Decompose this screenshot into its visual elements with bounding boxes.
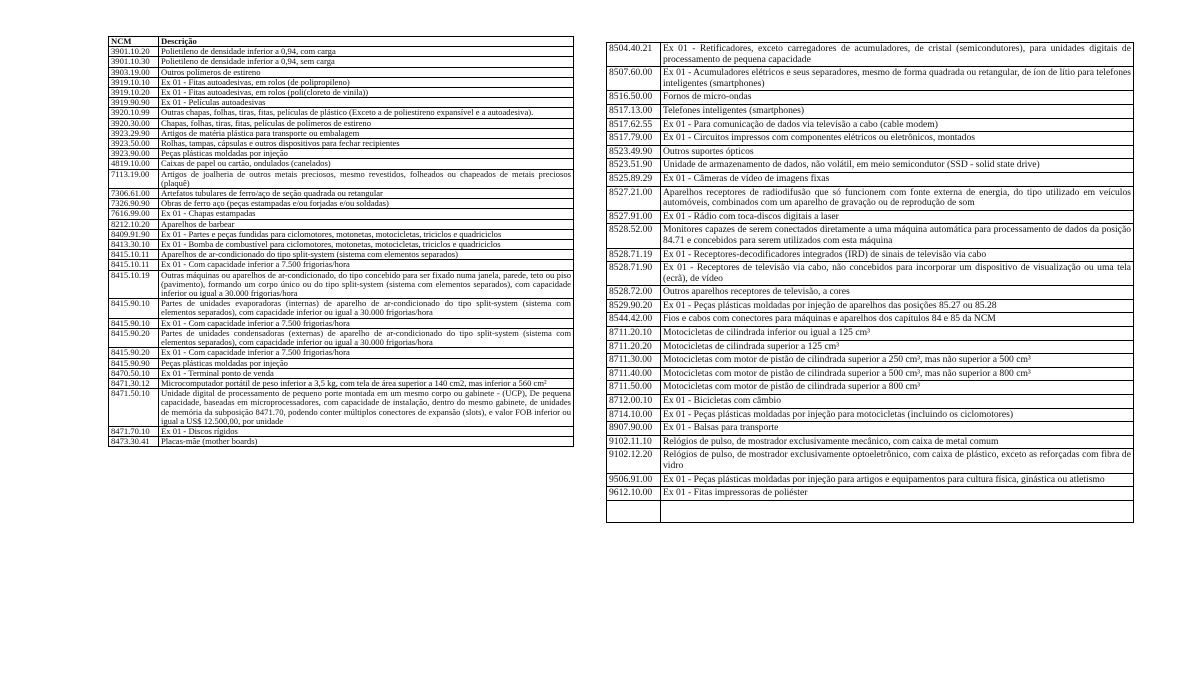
ncm-description: Ex 01 - Fitas autoadesivas, em rolos (poli(cloreto de vinila))	[159, 88, 574, 98]
table-row	[109, 199, 574, 209]
ncm-description: Peças plásticas moldadas por injeção	[159, 149, 574, 159]
table-row	[109, 260, 574, 270]
ncm-description: Ex 01 - Circuitos impressos com componentes elétricos ou eletrônicos, montados	[661, 132, 1134, 146]
ncm-code: 8409.91.90	[109, 229, 159, 239]
table-row	[607, 286, 1134, 300]
table-row	[109, 348, 574, 358]
table-row	[109, 240, 574, 250]
ncm-description: Telefones inteligentes (smartphones)	[661, 104, 1134, 118]
table-row	[607, 381, 1134, 395]
ncm-description: Obras de ferro aço (peças estampadas e/ou forjadas e/ou soldadas)	[159, 199, 574, 209]
ncm-description: Ex 01 - Receptores de televisão via cabo, não concebidos para incorporar um dispositivo de visualização ou uma tela (ecrã), de vídeo	[661, 262, 1134, 286]
ncm-description: Polietileno de densidade inferior a 0,94, com carga	[159, 47, 574, 57]
table-row	[607, 473, 1134, 487]
ncm-code: 9102.12.20	[607, 449, 661, 473]
ncm-code: 8471.50.10	[109, 389, 159, 427]
ncm-code: 7616.99.00	[109, 209, 159, 219]
table-row	[109, 250, 574, 260]
ncm-code: 8714.10.00	[607, 408, 661, 422]
ncm-description: Outras máquinas ou aparelhos de ar-condicionado, do tipo concebido para ser fixado numa janela, parede, teto ou piso (pavimento), formando um corpo único ou do tipo split-system (sistema com elementos separados), com capacidade inferior ou igual a 30.000 frigorias/hora	[159, 270, 574, 299]
ncm-description: Ex 01 - Terminal ponto de venda	[159, 368, 574, 378]
table-row	[109, 270, 574, 299]
table-row	[109, 299, 574, 318]
ncm-description: Unidade de armazenamento de dados, não volátil, em meio semicondutor (SSD - solid state drive)	[661, 159, 1134, 173]
table-row	[109, 88, 574, 98]
ncm-code: 3923.50.00	[109, 139, 159, 149]
table-row	[607, 354, 1134, 368]
ncm-description: Peças plásticas moldadas por injeção	[159, 358, 574, 368]
ncm-code: 8907.90.00	[607, 422, 661, 436]
ncm-code: 8415.10.19	[109, 270, 159, 299]
ncm-description: Ex 01 - Peças plásticas moldadas por injeção para motocicletas (incluindo os ciclomotores)	[661, 408, 1134, 422]
ncm-description: Placas-mãe (mother boards)	[159, 437, 574, 447]
ncm-description: Ex 01 - Chapas estampadas	[159, 209, 574, 219]
table-row	[607, 408, 1134, 422]
ncm-description: Aparelhos de ar-condicionado do tipo split-system (sistema com elementos separados)	[159, 250, 574, 260]
ncm-description: Ex 01 - Receptores-decodificadores integrados (IRD) de sinais de televisão via cabo	[661, 248, 1134, 262]
table-row	[109, 219, 574, 229]
ncm-code: 8528.52.00	[607, 224, 661, 248]
table-row	[109, 358, 574, 368]
ncm-code: 3901.10.20	[109, 47, 159, 57]
table-row	[109, 368, 574, 378]
table-row	[109, 47, 574, 57]
ncm-description	[661, 500, 1134, 522]
table-row	[109, 77, 574, 87]
header-ncm: NCM	[109, 37, 159, 47]
ncm-code: 8523.49.90	[607, 145, 661, 159]
ncm-code: 7113.19.00	[109, 169, 159, 188]
ncm-description: Motocicletas com motor de pistão de cilindrada superior a 800 cm³	[661, 381, 1134, 395]
ncm-code: 8712.00.10	[607, 395, 661, 409]
ncm-code: 8415.10.11	[109, 250, 159, 260]
table-row	[109, 98, 574, 108]
ncm-code: 8528.71.19	[607, 248, 661, 262]
ncm-description: Ex 01 - Balsas para transporte	[661, 422, 1134, 436]
ncm-description: Ex 01 - Fitas impressoras de poliéster	[661, 487, 1134, 501]
ncm-table-right	[606, 42, 1134, 523]
table-row	[109, 389, 574, 427]
ncm-code: 7306.61.00	[109, 189, 159, 199]
ncm-description: Motocicletas de cilindrada superior a 125 cm³	[661, 340, 1134, 354]
ncm-code: 8473.30.41	[109, 437, 159, 447]
table-row	[109, 118, 574, 128]
ncm-description: Motocicletas com motor de pistão de cilindrada superior a 500 cm³, mas não superior a 800 cm³	[661, 367, 1134, 381]
ncm-code: 8517.79.00	[607, 132, 661, 146]
table-row	[607, 210, 1134, 224]
ncm-code: 8529.90.20	[607, 299, 661, 313]
table-row	[607, 327, 1134, 341]
ncm-description: Caixas de papel ou cartão, ondulados (canelados)	[159, 159, 574, 169]
ncm-description: Ex 01 - Peças plásticas moldadas por injeção para artigos e equipamentos para cultura física, ginástica ou atletismo	[661, 473, 1134, 487]
ncm-code: 8415.90.20	[109, 328, 159, 347]
table-row	[607, 340, 1134, 354]
table-row	[109, 159, 574, 169]
table-row	[607, 91, 1134, 105]
table-row	[607, 224, 1134, 248]
ncm-code: 8504.40.21	[607, 43, 661, 67]
ncm-description: Partes de unidades condensadoras (externas) de aparelho de ar-condicionado do tipo split-system (sistema com elementos separados), com capacidade inferior ou igual a 30.000 frigorias/hora	[159, 328, 574, 347]
ncm-code: 8525.89.29	[607, 172, 661, 186]
ncm-description: Artigos de matéria plástica para transporte ou embalagem	[159, 128, 574, 138]
ncm-code: 3923.29.90	[109, 128, 159, 138]
table-row	[109, 67, 574, 77]
ncm-code: 8544.42.00	[607, 313, 661, 327]
ncm-description: Polietileno de densidade inferior a 0,94, sem carga	[159, 57, 574, 67]
ncm-description: Ex 01 - Rádio com toca-discos digitais a laser	[661, 210, 1134, 224]
table-row	[607, 145, 1134, 159]
table-row	[607, 367, 1134, 381]
table-row	[109, 108, 574, 118]
ncm-code: 3919.90.90	[109, 98, 159, 108]
ncm-code: 8711.50.00	[607, 381, 661, 395]
table-row	[607, 118, 1134, 132]
ncm-description: Ex 01 - Câmeras de vídeo de imagens fixas	[661, 172, 1134, 186]
ncm-code: 3903.19.00	[109, 67, 159, 77]
ncm-description: Aparelhos de barbear	[159, 219, 574, 229]
ncm-code: 8517.13.00	[607, 104, 661, 118]
ncm-code: 8415.90.10	[109, 318, 159, 328]
ncm-description: Outras chapas, folhas, tiras, fitas, películas de plástico (Exceto a de poliestireno expansível e a autoadesiva).	[159, 108, 574, 118]
table-row	[607, 395, 1134, 409]
ncm-description: Ex 01 - Retificadores, exceto carregadores de acumuladores, de cristal (semicondutores), para unidades digitais de processamento de pequena capacidade	[661, 43, 1134, 67]
ncm-code: 3919.10.20	[109, 88, 159, 98]
ncm-code: 9612.10.00	[607, 487, 661, 501]
ncm-code: 3923.90.00	[109, 149, 159, 159]
ncm-code: 8415.10.11	[109, 260, 159, 270]
table-row	[607, 422, 1134, 436]
ncm-code: 3920.10.99	[109, 108, 159, 118]
table-row	[607, 262, 1134, 286]
ncm-description: Rolhas, tampas, cápsulas e outros dispositivos para fechar recipientes	[159, 139, 574, 149]
ncm-code: 9506.91.00	[607, 473, 661, 487]
ncm-code: 8415.90.20	[109, 348, 159, 358]
table-row	[109, 209, 574, 219]
ncm-code: 8528.71.90	[607, 262, 661, 286]
table-row	[109, 189, 574, 199]
ncm-description: Ex 01 - Bomba de combustível para ciclomotores, motonetas, motocicletas, triciclos e quadriciclos	[159, 240, 574, 250]
ncm-table-left	[108, 36, 574, 447]
ncm-description: Ex 01 - Com capacidade inferior a 7.500 frigorias/hora	[159, 260, 574, 270]
table-row	[109, 139, 574, 149]
table-row	[607, 299, 1134, 313]
table-row	[109, 128, 574, 138]
ncm-code: 8711.20.20	[607, 340, 661, 354]
table-row	[109, 328, 574, 347]
ncm-code: 8415.90.90	[109, 358, 159, 368]
table-row	[607, 500, 1134, 522]
ncm-code: 8527.21.00	[607, 186, 661, 210]
ncm-code: 8517.62.55	[607, 118, 661, 132]
ncm-description: Ex 01 - Películas autoadesivas	[159, 98, 574, 108]
ncm-code: 7326.90.90	[109, 199, 159, 209]
table-row	[607, 43, 1134, 67]
ncm-description: Partes de unidades evaporadoras (internas) de aparelho de ar-condicionado do tipo split-system (sistema com elementos separados), com capacidade inferior ou igual a 30.000 frigorias/hora	[159, 299, 574, 318]
ncm-description: Relógios de pulso, de mostrador exclusivamente mecânico, com caixa de metal comum	[661, 435, 1134, 449]
ncm-code: 4819.10.00	[109, 159, 159, 169]
ncm-code: 8471.30.12	[109, 378, 159, 388]
table-row	[607, 172, 1134, 186]
ncm-code: 8212.10.20	[109, 219, 159, 229]
table-row	[109, 378, 574, 388]
table-row	[109, 57, 574, 67]
ncm-description: Ex 01 - Com capacidade inferior a 7.500 frigorias/hora	[159, 318, 574, 328]
ncm-description: Ex 01 - Para comunicação de dados via televisão a cabo (cable modem)	[661, 118, 1134, 132]
ncm-description: Motocicletas com motor de pistão de cilindrada superior a 250 cm³, mas não superior a 500 cm³	[661, 354, 1134, 368]
header-descricao: Descrição	[159, 37, 574, 47]
table-row	[109, 169, 574, 188]
ncm-code: 8528.72.00	[607, 286, 661, 300]
ncm-code: 8523.51.90	[607, 159, 661, 173]
ncm-description: Microcomputador portátil de peso inferior a 3,5 kg, com tela de área superior a 140 cm2, mas inferior a 560 cm²	[159, 378, 574, 388]
ncm-description: Unidade digital de processamento de pequeno porte montada em um mesmo corpo ou gabinete - (UCP), De pequena capacidade, baseadas em microprocessadores, com capacidade de instalação, dentro do mesmo gabinete, de unidades de memória da subposição 8471.70, podendo conter múltiplos conectores de expansão (slots), e valor FOB inferior ou igual a US$ 12.500,00, por unidade	[159, 389, 574, 427]
ncm-description: Outros polímeros de estireno	[159, 67, 574, 77]
ncm-description: Ex 01 - Discos rígidos	[159, 426, 574, 436]
ncm-code: 8470.50.10	[109, 368, 159, 378]
ncm-code: 3920.30.00	[109, 118, 159, 128]
ncm-code: 8415.90.10	[109, 299, 159, 318]
ncm-description: Ex 01 - Bicicletas com câmbio	[661, 395, 1134, 409]
ncm-description: Chapas, folhas, tiras, fitas, películas de polímeros de estireno	[159, 118, 574, 128]
table-row	[109, 426, 574, 436]
ncm-code: 8471.70.10	[109, 426, 159, 436]
ncm-description: Artigos de joalheria de outros metais preciosos, mesmo revestidos, folheados ou chapeados de metais preciosos (plaquê)	[159, 169, 574, 188]
table-row	[607, 449, 1134, 473]
ncm-description: Aparelhos receptores de radiodifusão que só funcionem com fonte externa de energia, do tipo utilizado em veículos automóveis, combinados com um aparelho de gravação ou de reprodução de som	[661, 186, 1134, 210]
ncm-code: 8527.91.00	[607, 210, 661, 224]
ncm-code: 3901.10.30	[109, 57, 159, 67]
table-row	[607, 248, 1134, 262]
ncm-code	[607, 500, 661, 522]
table-row	[607, 159, 1134, 173]
ncm-description: Relógios de pulso, de mostrador exclusivamente optoeletrônico, com caixa de plástico, exceto as reforçadas com fibra de vidro	[661, 449, 1134, 473]
ncm-description: Ex 01 - Com capacidade inferior a 7.500 frigorias/hora	[159, 348, 574, 358]
ncm-code: 3919.10.10	[109, 77, 159, 87]
ncm-code: 9102.11.10	[607, 435, 661, 449]
ncm-description: Motocicletas de cilindrada inferior ou igual a 125 cm³	[661, 327, 1134, 341]
ncm-code: 8711.30.00	[607, 354, 661, 368]
table-row	[607, 132, 1134, 146]
table-header-row	[109, 37, 574, 47]
table-row	[109, 437, 574, 447]
ncm-description: Ex 01 - Partes e peças fundidas para ciclomotores, motonetas, motocicletas, triciclos e quadriciclos	[159, 229, 574, 239]
ncm-code: 8711.20.10	[607, 327, 661, 341]
ncm-description: Ex 01 - Peças plásticas moldadas por injeção de aparelhos das posições 85.27 ou 85.28	[661, 299, 1134, 313]
ncm-description: Fornos de micro-ondas	[661, 91, 1134, 105]
table-row	[607, 104, 1134, 118]
ncm-description: Ex 01 - Acumuladores elétricos e seus separadores, mesmo de forma quadrada ou retangular, de íon de lítio para telefones inteligentes (smartphones)	[661, 67, 1134, 91]
ncm-code: 8507.60.00	[607, 67, 661, 91]
table-row	[607, 186, 1134, 210]
table-row	[607, 435, 1134, 449]
ncm-code: 8711.40.00	[607, 367, 661, 381]
table-row	[109, 318, 574, 328]
ncm-description: Artefatos tubulares de ferro/aço de seção quadrada ou retangular	[159, 189, 574, 199]
table-row	[109, 149, 574, 159]
table-row	[607, 67, 1134, 91]
ncm-code: 8516.50.00	[607, 91, 661, 105]
ncm-description: Monitores capazes de serem conectados diretamente a uma máquina automática para processamento de dados da posição 84.71 e concebidos para serem utilizados com esta máquina	[661, 224, 1134, 248]
table-row	[607, 487, 1134, 501]
ncm-description: Fios e cabos com conectores para máquinas e aparelhos dos capítulos 84 e 85 da NCM	[661, 313, 1134, 327]
ncm-description: Outros suportes ópticos	[661, 145, 1134, 159]
table-row	[607, 313, 1134, 327]
ncm-description: Ex 01 - Fitas autoadesivas, em rolos (de polipropileno)	[159, 77, 574, 87]
ncm-code: 8413.30.10	[109, 240, 159, 250]
ncm-description: Outros aparelhos receptores de televisão, a cores	[661, 286, 1134, 300]
table-row	[109, 229, 574, 239]
